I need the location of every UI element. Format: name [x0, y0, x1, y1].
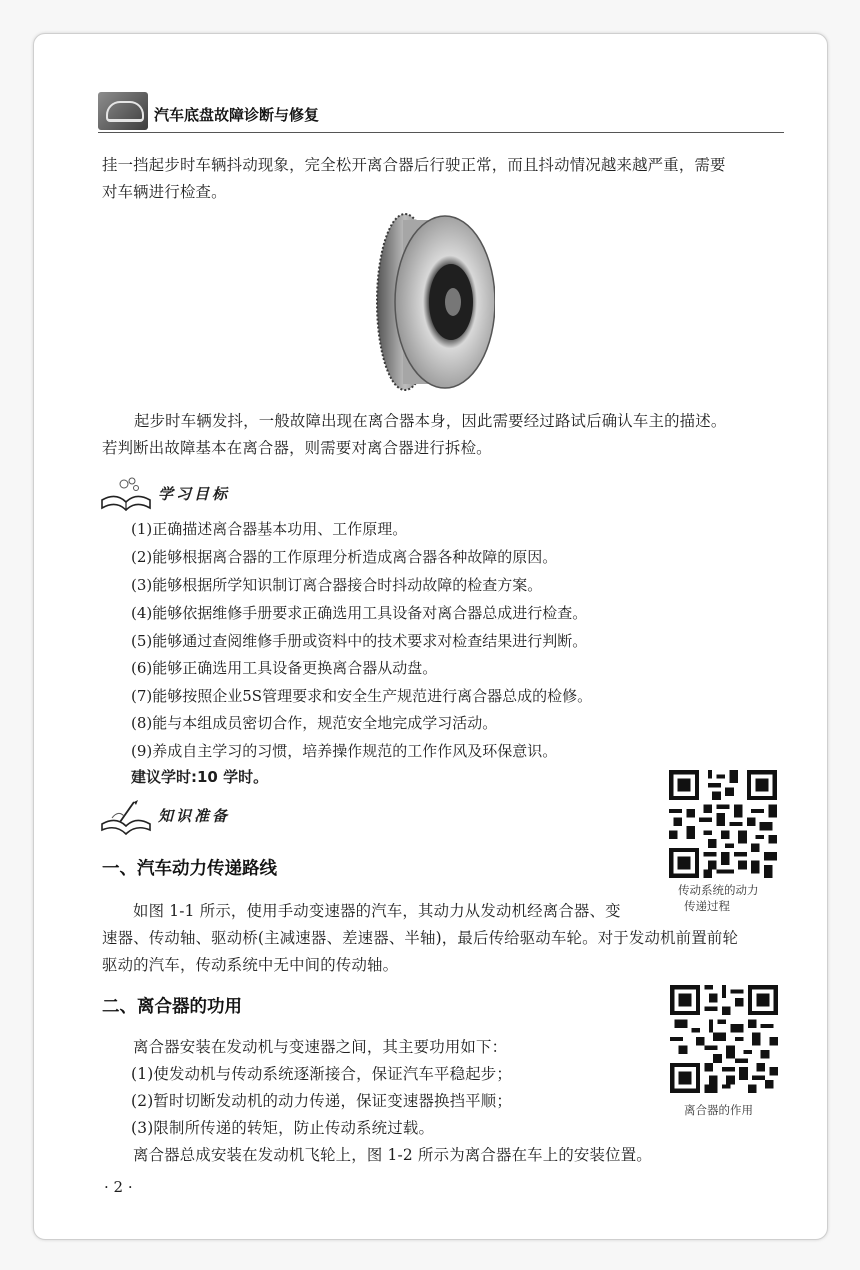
objective-item: (6)能够正确选用工具设备更换离合器从动盘。 [131, 659, 438, 677]
section-2-closing: 离合器总成安装在发动机飞轮上，图 1-2 所示为离合器在车上的安装位置。 [133, 1146, 652, 1164]
analysis-line-2: 若判断出故障基本在离合器，则需要对离合器进行拆检。 [102, 439, 492, 457]
qr-caption-clutch: 离合器的作用 [684, 1103, 753, 1117]
objective-item: (8)能与本组成员密切合作，规范安全地完成学习活动。 [131, 714, 498, 732]
section-1-line-1: 如图 1-1 所示，使用手动变速器的汽车，其动力从发动机经离合器、变 [133, 902, 621, 920]
analysis-line-1: 起步时车辆发抖，一般故障出现在离合器本身，因此需要经过路试后确认车主的描述。 [134, 412, 727, 430]
intro-line-1: 挂一挡起步时车辆抖动现象，完全松开离合器后行驶正常，而且抖动情况越来越严重，需要 [102, 156, 726, 174]
qr-caption-line-2: 传递过程 [684, 899, 730, 913]
objective-item: (2)能够根据离合器的工作原理分析造成离合器各种故障的原因。 [131, 548, 558, 566]
clutch-function-item: (1)使发动机与传动系统逐渐接合，保证汽车平稳起步； [131, 1065, 512, 1083]
suggested-hours: 建议学时:10 学时。 [131, 768, 269, 786]
qr-code-power-transmission[interactable] [669, 770, 777, 878]
pen-on-book-icon [98, 796, 154, 836]
qr-caption-line-1: 传动系统的动力 [678, 883, 759, 897]
page-number: · 2 · [104, 1178, 133, 1196]
objective-item: (4)能够依据维修手册要求正确选用工具设备对离合器总成进行检查。 [131, 604, 588, 622]
section-2-intro: 离合器安装在发动机与变速器之间，其主要功用如下： [133, 1038, 508, 1056]
qr-code-clutch-function[interactable] [670, 985, 778, 1093]
objective-item: (3)能够根据所学知识制订离合器接合时抖动故障的检查方案。 [131, 576, 543, 594]
open-book-icon [98, 474, 154, 514]
objective-item: (9)养成自主学习的习惯，培养操作规范的工作作风及环保意识。 [131, 742, 558, 760]
running-header [98, 92, 784, 133]
knowledge-heading [98, 796, 298, 836]
intro-line-2: 对车辆进行检查。 [102, 183, 227, 201]
section-2-title: 二、离合器的功用 [102, 997, 242, 1017]
clutch-function-item: (3)限制所传递的转矩，防止传动系统过载。 [131, 1119, 435, 1137]
clutch-function-item: (2)暂时切断发动机的动力传递，保证变速器换挡平顺； [131, 1092, 512, 1110]
section-1-line-2: 速器、传动轴、驱动桥(主减速器、差速器、半轴)，最后传给驱动车轮。对于发动机前置前轮 [102, 929, 739, 947]
objectives-heading [98, 474, 298, 514]
section-1-title: 一、汽车动力传递路线 [102, 859, 277, 879]
section-1-line-3: 驱动的汽车，传动系统中无中间的传动轴。 [102, 956, 399, 974]
clutch-assembly-image [375, 210, 495, 395]
knowledge-title: 知识准备 [158, 807, 231, 825]
objective-item: (1)正确描述离合器基本功用、工作原理。 [131, 520, 408, 538]
objectives-title: 学习目标 [158, 485, 231, 503]
objective-item: (7)能够按照企业5S管理要求和安全生产规范进行离合器总成的检修。 [131, 687, 593, 705]
objective-item: (5)能够通过查阅维修手册或资料中的技术要求对检查结果进行判断。 [131, 632, 588, 650]
header-title: 汽车底盘故障诊断与修复 [154, 106, 320, 124]
car-logo-icon [98, 92, 148, 130]
